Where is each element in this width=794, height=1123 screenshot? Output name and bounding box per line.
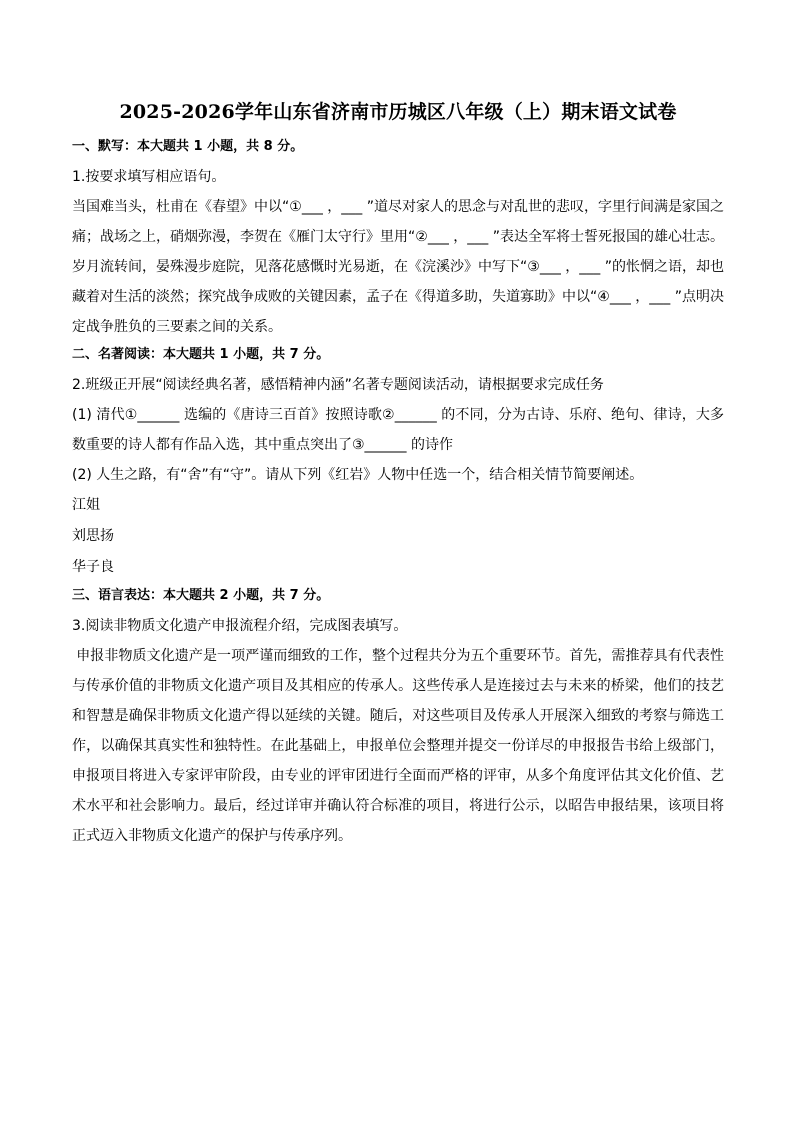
question-1-body: 当国难当头，杜甫在《春望》中以“①___ ，___ ”道尽对家人的思念与对乱世的悲叹，字里行间满是家国之痛；战场之上，硝烟弥漫，李贺在《雁门太守行》里用“②___ ，___ ”表达全军将士誓死报国的雄心壮志。岁月流转间，晏殊漫步庭院，见落花感慨时光易逝，在《浣溪沙》中写下“③___ ，___ ”的怅惘之语，却也藏着对生活的淡然；探究战争成败的关键因素，孟子在《得道多助，失道寡助》中以“④___ ，___ ”点明决定战争胜负的三要素之间的关系。	[72, 199, 724, 335]
exam-page	[72, 98, 724, 851]
section-heading-1: 一、默写：本大题共 1 小题，共 8 分。	[72, 139, 304, 154]
page-title: 2025-2026学年山东省济南市历城区八年级（上）期末语文试卷	[119, 101, 677, 123]
option-jiangjie: 江姐	[72, 497, 100, 513]
question-3-prompt: 3.阅读非物质文化遗产申报流程介绍，完成图表填写。	[72, 618, 408, 634]
question-1-prompt: 1.按要求填写相应语句。	[72, 169, 226, 185]
question-3-body: 申报非物质文化遗产是一项严谨而细致的工作，整个过程共分为五个重要环节。首先，需推荐具有代表性与传承价值的非物质文化遗产项目及其相应的传承人。这些传承人是连接过去与未来的桥梁，他们的技艺和智慧是确保非物质文化遗产得以延续的关键。随后，对这些项目及传承人开展深入细致的考察与筛选工作，以确保其真实性和独特性。在此基础上，申报单位会整理并提交一份详尽的申报报告书给上级部门，申报项目将进入专家评审阶段，由专业的评审团进行全面而严格的评审，从多个角度评估其文化价值、艺术水平和社会影响力。最后，经过详审并确认符合标准的项目，将进行公示，以昭告申报结果，该项目将正式迈入非物质文化遗产的保护与传承序列。	[72, 648, 724, 844]
option-huaziliang: 华子良	[72, 559, 114, 575]
option-liusiyang: 刘思扬	[72, 528, 114, 544]
section-heading-3: 三、语言表达：本大题共 2 小题，共 7 分。	[72, 588, 330, 603]
question-2-sub2: (2) 人生之路，有“舍”有“守”。请从下列《红岩》人物中任选一个，结合相关情节简要阐述。	[72, 467, 644, 483]
question-2-prompt: 2.班级正开展“阅读经典名著，感悟精神内涵”名著专题阅读活动，请根据要求完成任务	[72, 377, 604, 393]
question-2-sub1: (1) 清代①______ 选编的《唐诗三百首》按照诗歌②______ 的不同，分为古诗、乐府、绝句、律诗，大多数重要的诗人都有作品入选，其中重点突出了③______ 的诗作	[72, 407, 724, 453]
section-heading-2: 二、名著阅读：本大题共 1 小题，共 7 分。	[72, 347, 330, 362]
